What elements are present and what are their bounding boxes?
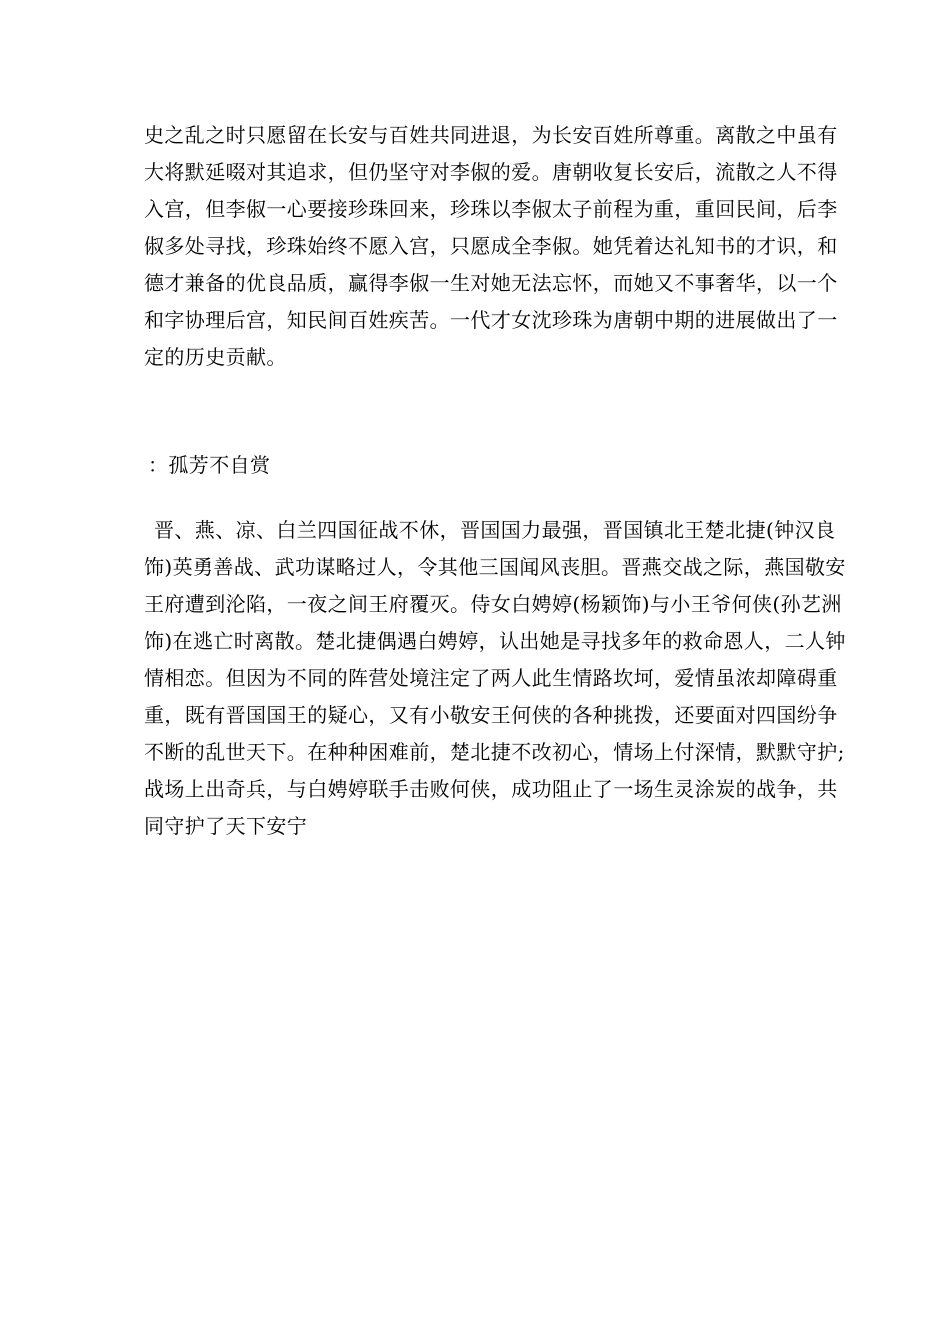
paragraph-2-line-3: 王府遭到沦陷，一夜之间王府覆灭。侍女白娉婷(杨颖饰)与小王爷何侠(孙艺洲 [144,592,842,616]
paragraph-2-line-7: 不断的乱世天下。在种种困难前，楚北捷不改初心，情场上付深情，默默守护; [144,740,845,764]
paragraph-1-line-5: 德才兼备的优良品质，赢得李俶一生对她无法忘怀，而她又不事奢华，以一个 [144,271,838,295]
paragraph-2-line-4: 饰)在逃亡时离散。楚北捷偶遇白娉婷，认出她是寻找多年的救命恩人，二人钟 [144,629,846,653]
paragraph-2-line-9: 同守护了天下安宁 [144,814,308,838]
section-heading: ：孤芳不自赏 [148,453,271,477]
paragraph-1-line-2: 大将默延啜对其追求，但仍坚守对李俶的爱。唐朝收复长安后，流散之人不得 [144,160,838,184]
paragraph-1-line-3: 入宫，但李俶一心要接珍珠回来，珍珠以李俶太子前程为重，重回民间，后李 [144,197,838,221]
paragraph-2-line-8: 战场上出奇兵，与白娉婷联手击败何侠，成功阻止了一场生灵涂炭的战争，共 [144,777,838,801]
paragraph-1-line-7: 定的历史贡献。 [144,345,287,369]
paragraph-2-line-1: 晋、燕、凉、白兰四国征战不休，晋国国力最强，晋国镇北王楚北捷(钟汉良 [154,518,836,542]
paragraph-1-line-1: 史之乱之时只愿留在长安与百姓共同进退，为长安百姓所尊重。离散之中虽有 [144,123,838,147]
paragraph-2-line-5: 情相恋。但因为不同的阵营处境注定了两人此生情路坎坷，爱情虽浓却障碍重 [144,666,838,690]
paragraph-2-line-2: 饰)英勇善战、武功谋略过人，令其他三国闻风丧胆。晋燕交战之际，燕国敬安 [144,555,846,579]
paragraph-2-line-6: 重，既有晋国国王的疑心，又有小敬安王何侠的各种挑拨，还要面对四国纷争 [144,703,838,727]
paragraph-1-line-4: 俶多处寻找，珍珠始终不愿入宫，只愿成全李俶。她凭着达礼知书的才识，和 [144,234,838,258]
paragraph-1-line-6: 和字协理后宫，知民间百姓疾苦。一代才女沈珍珠为唐朝中期的进展做出了一 [144,308,838,332]
